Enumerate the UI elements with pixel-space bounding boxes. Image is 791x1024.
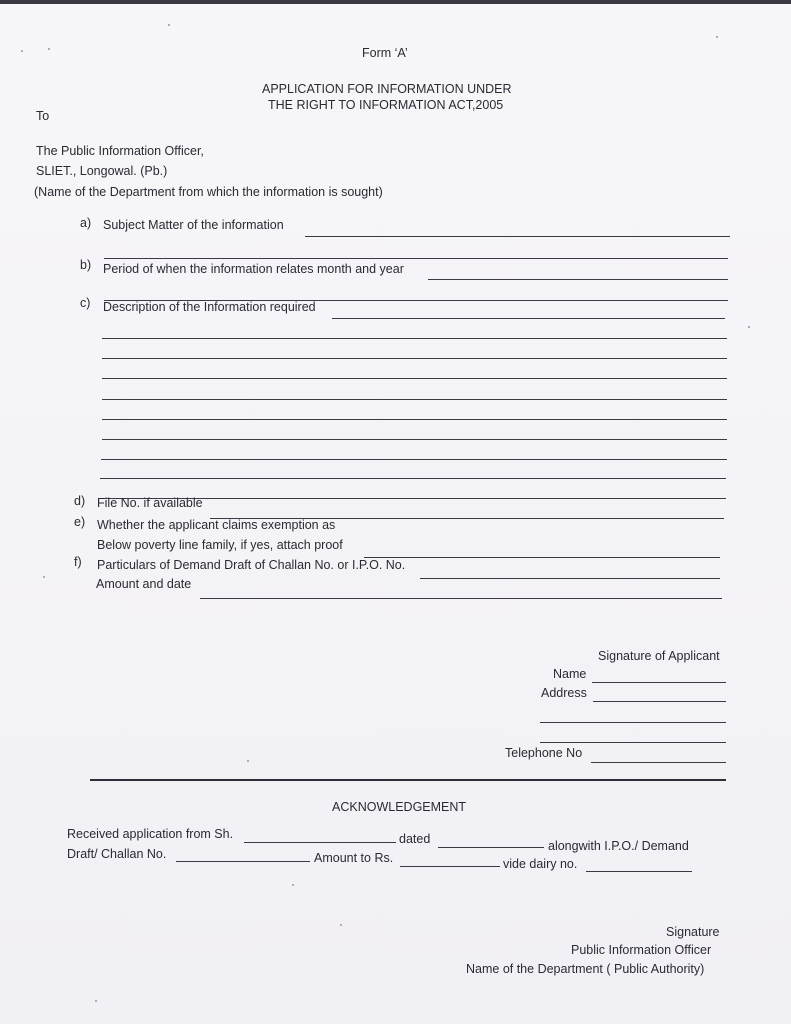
item-c-line-3[interactable] [102, 378, 727, 379]
applicant-signature-label: Signature of Applicant [598, 649, 720, 663]
received-label: Received application from Sh. [67, 827, 234, 841]
telephone-label: Telephone No [505, 746, 583, 760]
item-c-line-2[interactable] [102, 358, 727, 359]
item-c-line-6[interactable] [102, 439, 727, 440]
item-f-label-line1: Particulars of Demand Draft of Challan No. or I.P.O. No. [97, 558, 406, 572]
amount-label: Amount to Rs. [314, 851, 394, 865]
item-a-field-continued[interactable] [104, 258, 728, 259]
applicant-address-line-2[interactable] [540, 722, 726, 723]
officer-title: Public Information Officer [571, 943, 712, 957]
amount-date-field[interactable] [200, 598, 722, 599]
form-title-line1: APPLICATION FOR INFORMATION UNDER [262, 82, 512, 96]
to-label: To [36, 109, 50, 123]
applicant-name-label: Name [553, 667, 587, 681]
item-b-field[interactable] [428, 279, 728, 280]
diary-no-field[interactable] [586, 871, 692, 872]
officer-signature-label: Signature [666, 925, 720, 939]
amount-field[interactable] [400, 866, 500, 867]
dated-label: dated [399, 832, 431, 846]
item-b-label: Period of when the information relates month and year [103, 262, 404, 276]
item-a-label: Subject Matter of the information [103, 218, 284, 232]
applicant-address-label: Address [541, 686, 587, 700]
item-c-line-4[interactable] [102, 399, 727, 400]
item-f-field[interactable] [420, 578, 720, 579]
item-b-marker: b) [80, 258, 92, 272]
draft-label: Draft/ Challan No. [67, 847, 167, 861]
vide-label: vide dairy no. [503, 857, 578, 871]
officer-line: The Public Information Officer, [36, 144, 204, 158]
applicant-name-field[interactable] [592, 682, 726, 683]
telephone-field[interactable] [591, 762, 726, 763]
item-c-field[interactable] [332, 318, 725, 319]
item-e-label-line1: Whether the applicant claims exemption as [97, 518, 336, 532]
item-e-label-line2: Below poverty line family, if yes, attach proof [97, 538, 343, 552]
item-c-marker: c) [80, 296, 91, 310]
item-e-field[interactable] [364, 557, 720, 558]
item-d-label: File No. if available [97, 496, 203, 510]
department-note: (Name of the Department from which the information is sought) [34, 185, 383, 199]
item-c-line-5[interactable] [102, 419, 727, 420]
acknowledgement-heading: ACKNOWLEDGEMENT [332, 800, 467, 814]
item-c-line-8[interactable] [100, 478, 726, 479]
item-a-marker: a) [80, 216, 92, 230]
received-name-field[interactable] [244, 842, 396, 843]
applicant-address-field[interactable] [593, 701, 726, 702]
officer-department: Name of the Department ( Public Authority) [466, 962, 705, 976]
dated-field[interactable] [438, 847, 544, 848]
item-c-label: Description of the Information required [103, 300, 316, 314]
item-c-line-1[interactable] [102, 338, 727, 339]
section-divider [90, 779, 726, 781]
applicant-address-line-3[interactable] [540, 742, 726, 743]
item-d-marker: d) [74, 494, 86, 508]
item-c-line-7[interactable] [101, 459, 727, 460]
item-f-label-line2: Amount and date [96, 577, 192, 591]
draft-no-field[interactable] [176, 861, 310, 862]
alongwith-label: alongwith I.P.O./ Demand [548, 839, 689, 853]
form-title-line2: THE RIGHT TO INFORMATION ACT,2005 [268, 98, 504, 112]
item-a-field[interactable] [305, 236, 730, 237]
institute-line: SLIET., Longowal. (Pb.) [36, 164, 168, 178]
form-label: Form ‘A’ [362, 46, 408, 60]
item-f-marker: f) [74, 555, 82, 569]
item-e-marker: e) [74, 515, 86, 529]
